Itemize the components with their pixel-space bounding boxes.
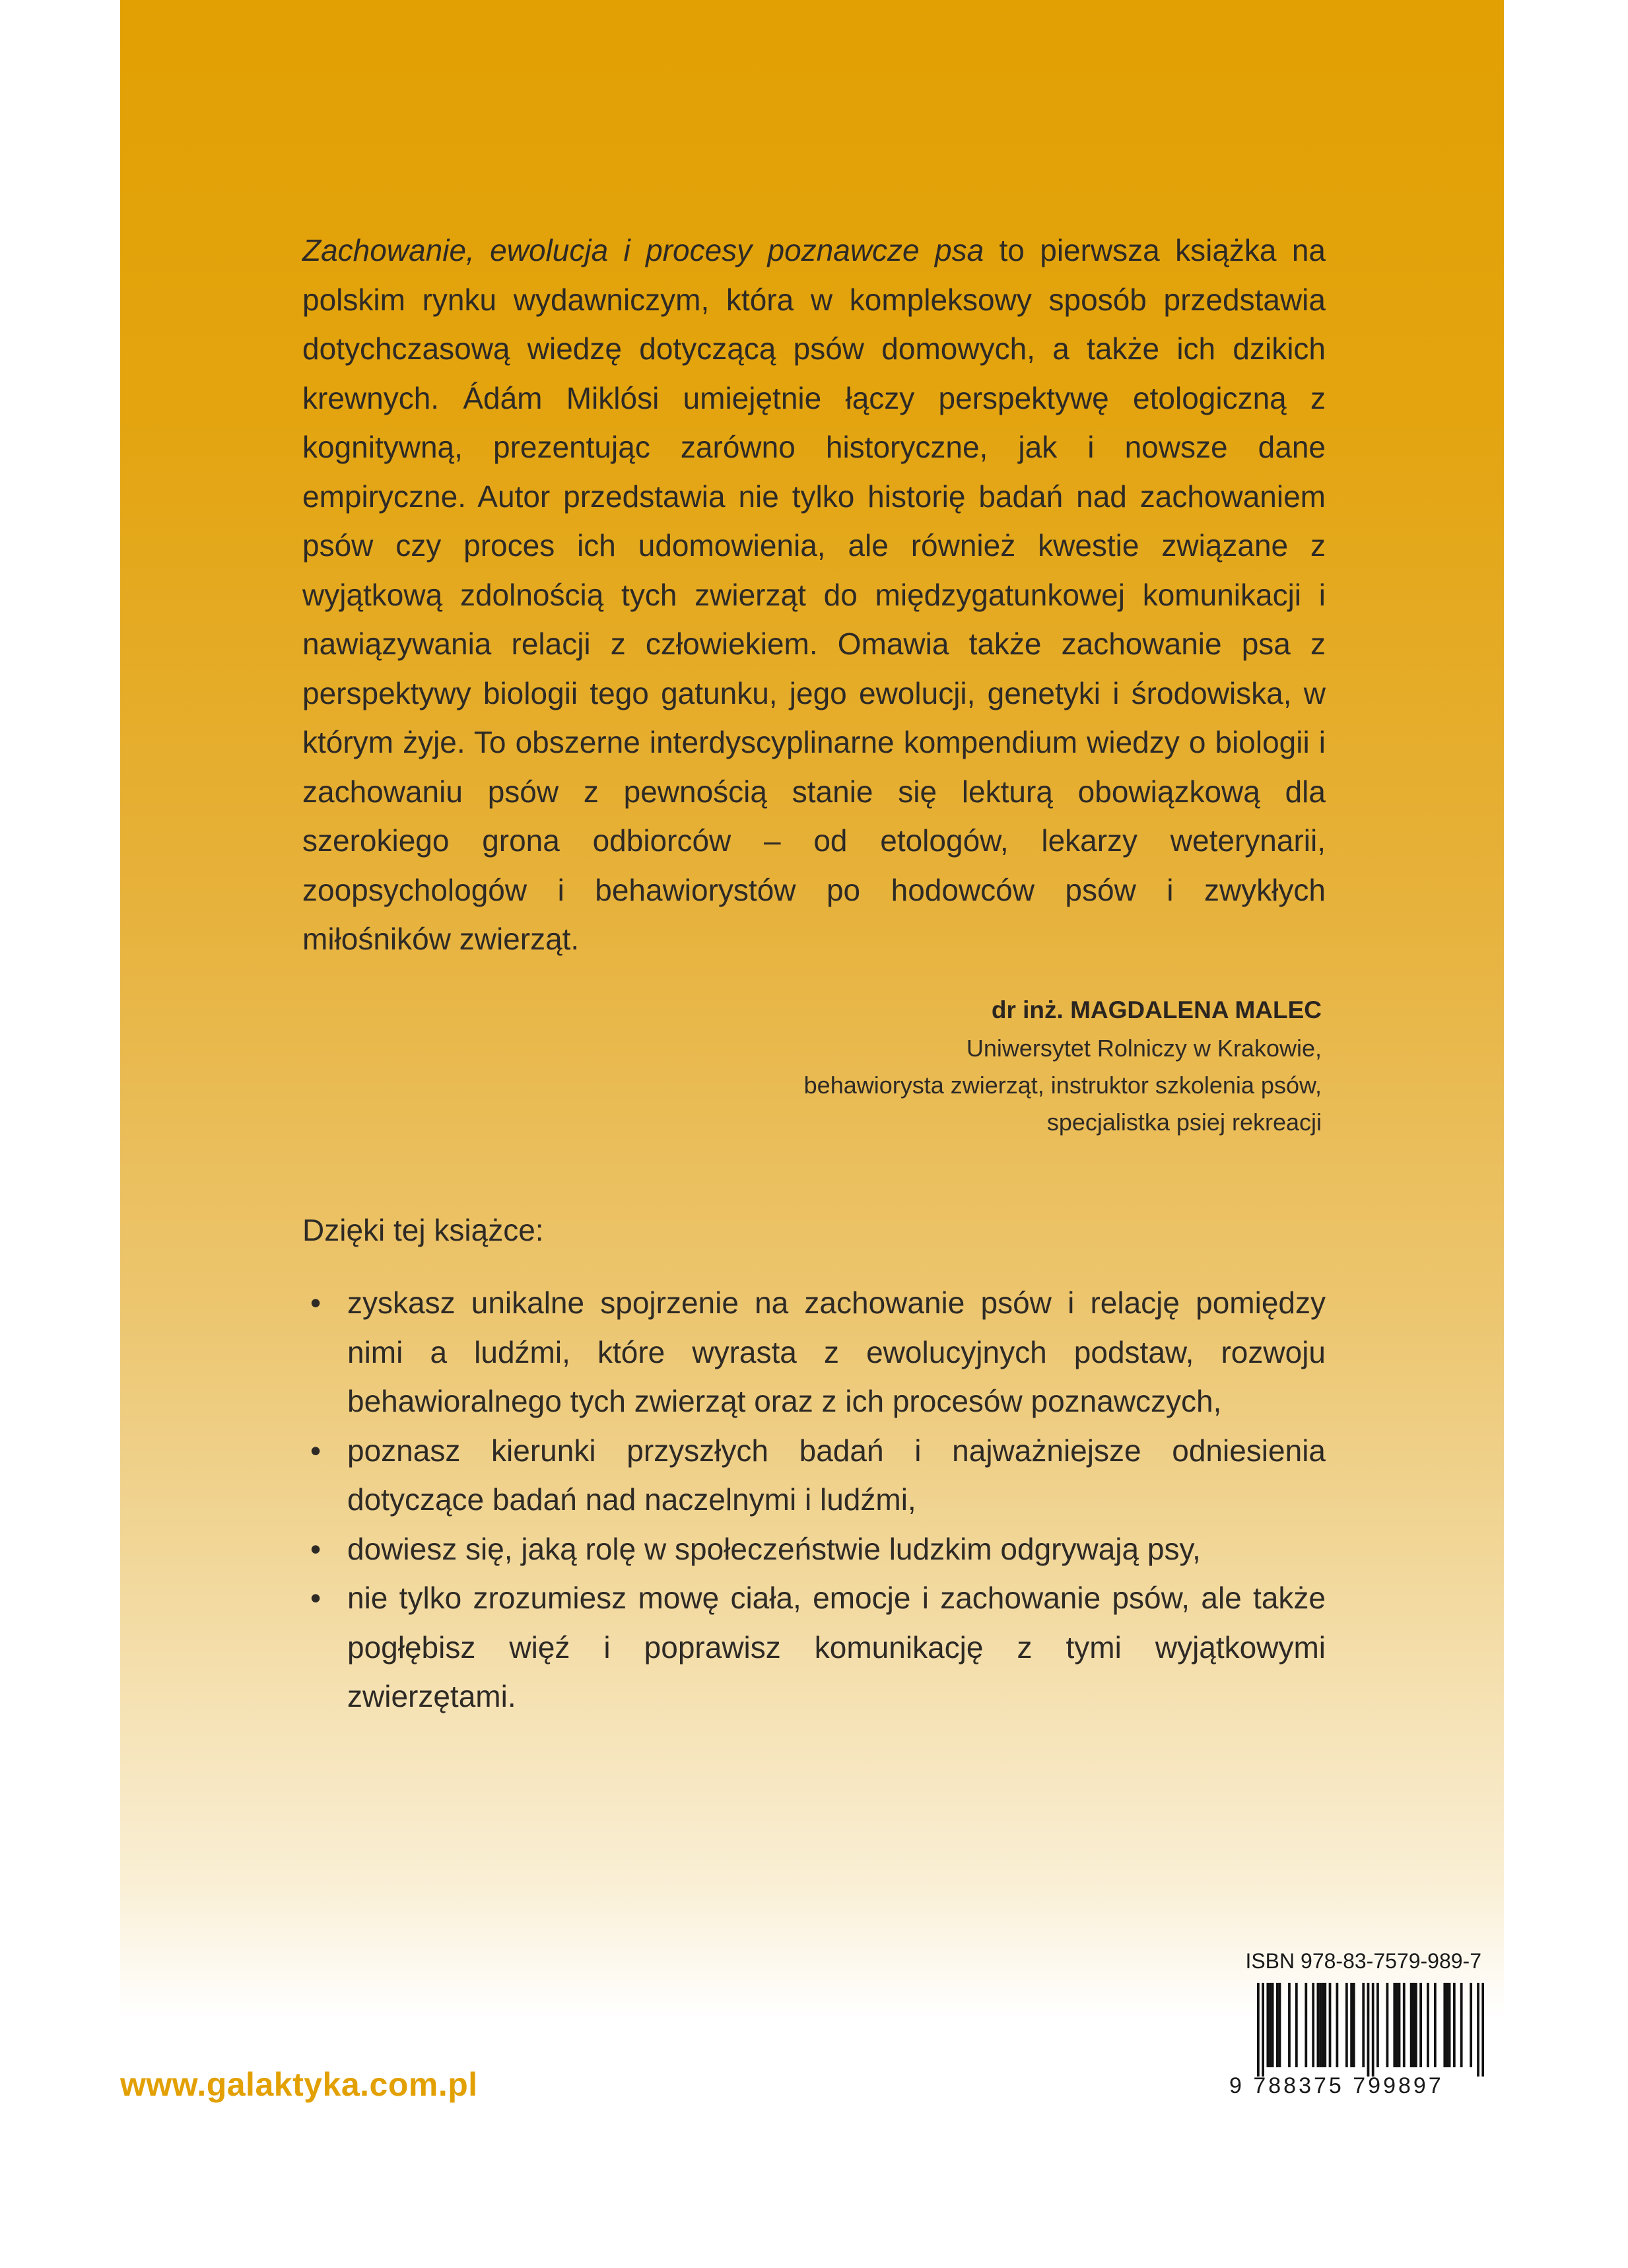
barcode-bar <box>1386 1983 1389 2067</box>
barcode-bar <box>1362 1983 1365 2067</box>
reviewer-signature <box>804 990 1322 1141</box>
barcode-bar <box>1446 1983 1448 2067</box>
barcode-bar <box>1353 1983 1355 2067</box>
barcode-bar <box>1477 1983 1479 2077</box>
barcode-bar <box>1276 1983 1279 2067</box>
list-item-text: dowiesz się, jaką rolę w społeczeństwie ludzkim odgrywają psy, <box>347 1531 1201 1566</box>
barcode-bar <box>1279 1983 1281 2067</box>
book-title-italic: Zachowanie, ewolucja i procesy poznawcze psa <box>302 233 984 267</box>
barcode-bar <box>1415 1983 1417 2067</box>
barcode-bar <box>1317 1983 1320 2067</box>
barcode-bar <box>1453 1983 1456 2067</box>
bullet-icon: • <box>310 1433 322 1468</box>
list-item-text: zyskasz unikalne spojrzenie na zachowanie psów i relację pomiędzy nimi a ludźmi, które wyrasta z ewolucyjnych podstaw, rozwoju behawioralnego tych zwierząt oraz z ich procesów poznawczych, <box>347 1286 1326 1418</box>
list-item <box>302 1278 1326 1426</box>
barcode-icon <box>1257 1983 1484 2077</box>
barcode-bar <box>1367 1983 1370 2077</box>
barcode-bar <box>1460 1983 1463 2067</box>
barcode-bar <box>1350 1983 1353 2067</box>
barcode-bar <box>1393 1983 1396 2067</box>
barcode-digits: 9 788375 799897 <box>1229 2073 1444 2098</box>
barcode-bar <box>1403 1983 1406 2067</box>
barcode-bar <box>1295 1983 1298 2067</box>
barcode-bar <box>1262 1983 1264 2077</box>
barcode-bar <box>1434 1983 1437 2067</box>
list-item-text: poznasz kierunki przyszłych badań i najważniejsze odniesienia dotyczące badań nad naczelnymi i ludźmi, <box>347 1433 1326 1517</box>
list-item <box>302 1573 1326 1721</box>
barcode-bar <box>1329 1983 1332 2067</box>
barcode-bar <box>1396 1983 1398 2067</box>
barcode-bar <box>1410 1983 1413 2067</box>
barcode-bar <box>1319 1983 1322 2067</box>
barcode-bar <box>1448 1983 1451 2067</box>
barcode-bar <box>1345 1983 1348 2067</box>
list-item <box>302 1525 1326 1574</box>
barcode-bar <box>1419 1983 1422 2067</box>
list-item <box>302 1426 1326 1525</box>
barcode-bar <box>1312 1983 1314 2067</box>
barcode-bar <box>1266 1983 1269 2067</box>
reviewer-affiliation-3: specjalistka psiej rekreacji <box>1046 1109 1322 1136</box>
reviewer-name: dr inż. MAGDALENA MALEC <box>991 996 1322 1023</box>
barcode-bar <box>1376 1983 1379 2067</box>
barcode-bar <box>1470 1983 1472 2067</box>
list-item-text: nie tylko zrozumiesz mowę ciała, emocje i zachowanie psów, ale także pogłębisz więź i poprawisz komunikację z tymi wyjątkowymi zwierzętami. <box>347 1581 1326 1713</box>
bullet-icon: • <box>310 1581 322 1615</box>
barcode-bar <box>1398 1983 1401 2067</box>
barcode-bar <box>1412 1983 1415 2067</box>
bullet-icon: • <box>310 1286 322 1320</box>
barcode-bar <box>1336 1983 1338 2067</box>
book-description <box>302 226 1326 964</box>
description-body: to pierwsza książka na polskim rynku wydawniczym, która w kompleksowy sposób przedstawia dotychczasową wiedzę dotyczącą psów domowych, a także ich dzikich krewnych. Ádám Miklósi umiejętnie łączy perspektywę etologiczną z kognitywną, prezentując zarówno historyczne, jak i nowsze dane empiryczne. Autor przedstawia nie tylko historię badań nad zachowaniem psów czy proces ich udomowienia, ale również kwestie związane z wyjątkową zdolnością tych zwierząt do międzygatunkowej komunikacji i nawiązywania relacji z człowiekiem. Omawia także zachowanie psa z perspektywy biologii tego gatunku, jego ewolucji, genetyki i środowiska, w którym żyje. To obszerne interdyscyplinarne kompendium wiedzy o biologii i zachowaniu psów z pewnością stanie się lekturą obowiązkową dla szerokiego grona odbiorców – od etologów, lekarzy weterynarii, zoopsychologów i behawiorystów po hodowców psów i zwykłych miłośników zwierząt. <box>302 233 1326 956</box>
publisher-website: www.galaktyka.com.pl <box>120 2066 478 2103</box>
barcode-bar <box>1427 1983 1429 2067</box>
barcode-bar <box>1443 1983 1446 2067</box>
reviewer-affiliation-1: Uniwersytet Rolniczy w Krakowie, <box>966 1035 1322 1062</box>
barcode-bar <box>1324 1983 1326 2067</box>
barcode-bar <box>1269 1983 1272 2067</box>
reviewer-affiliation-2: behawiorysta zwierząt, instruktor szkolenia psów, <box>803 1072 1322 1099</box>
barcode-bar <box>1257 1983 1260 2077</box>
barcode-bar <box>1288 1983 1291 2067</box>
barcode-bar <box>1305 1983 1307 2067</box>
benefits-list <box>302 1278 1326 1721</box>
isbn-label: ISBN 978-83-7579-989-7 <box>1245 1949 1481 1973</box>
barcode-bar <box>1372 1983 1374 2077</box>
barcode-bar <box>1272 1983 1274 2067</box>
barcode-bar <box>1322 1983 1324 2067</box>
bullet-icon: • <box>310 1531 322 1566</box>
barcode-bar <box>1481 1983 1484 2077</box>
benefits-heading: Dzięki tej książce: <box>302 1213 544 1247</box>
